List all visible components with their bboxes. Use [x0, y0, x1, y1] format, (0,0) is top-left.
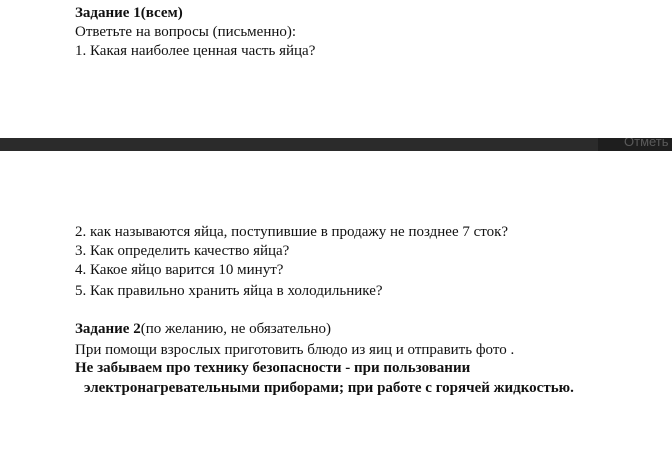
overlay-bar [0, 138, 672, 151]
question-5: 5. Как правильно хранить яйца в холодильнике? [75, 283, 383, 299]
task1-heading [75, 4, 183, 22]
task1-title: Задание 1 [75, 5, 141, 21]
overlay-corner-label: Отметь [624, 138, 669, 149]
question-1: 1. Какая наиболее ценная часть яйца? [75, 43, 316, 59]
question-3: 3. Как определить качество яйца? [75, 243, 290, 259]
safety-warning-line2: электронагревательными приборами; при работе с горячей жидкостью. [84, 380, 574, 396]
question-2: 2. как называются яйца, поступившие в продажу не позднее 7 сток? [75, 224, 509, 240]
task2-instruction: При помощи взрослых приготовить блюдо из яиц и отправить фото . [75, 342, 515, 358]
task1-title-note: (всем) [140, 5, 183, 21]
safety-warning-line1: Не забываем про технику безопасности - при пользовании [75, 360, 471, 376]
task1-instruction: Ответьте на вопросы (письменно): [75, 24, 297, 40]
question-4: 4. Какое яйцо варится 10 минут? [75, 262, 284, 278]
task2-title: Задание 2 [75, 321, 141, 337]
overlay-corner-button[interactable] [598, 138, 672, 151]
task2-heading [75, 320, 331, 338]
task2-title-note: (по желанию, не обязательно) [140, 321, 332, 337]
